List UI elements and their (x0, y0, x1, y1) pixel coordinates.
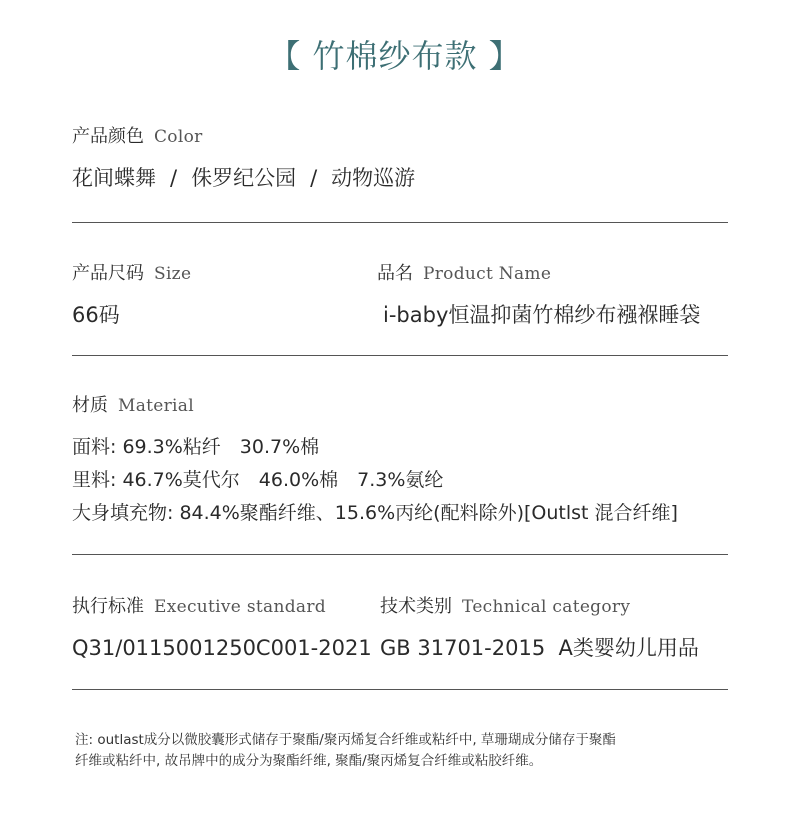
color-label-cn: 产品颜色 (72, 126, 144, 147)
footnote-line-1: 注: outlast成分以微胶囊形式储存于聚酯/聚丙烯复合纤维或粘纤中, 草珊瑚成分储存于聚酯 (75, 732, 616, 748)
product-name-label-en: Product Name (423, 264, 552, 284)
divider (72, 689, 728, 690)
standard-label-cn: 执行标准 (72, 596, 144, 617)
material-line-lining: 里料: 46.7%莫代尔 46.0%棉 7.3%氨纶 (72, 469, 444, 491)
color-label-en: Color (154, 127, 203, 147)
category-label-cn: 技术类别 (380, 596, 452, 617)
category-label-en: Technical category (462, 597, 631, 617)
standard-label-en: Executive standard (154, 597, 326, 617)
divider (72, 355, 728, 356)
material-label-cn: 材质 (72, 395, 108, 416)
material-label (72, 394, 194, 418)
size-label-en: Size (154, 264, 192, 284)
category-label (380, 595, 630, 619)
product-name-label-cn: 品名 (377, 263, 413, 284)
material-line-face: 面料: 69.3%粘纤 30.7%棉 (72, 436, 320, 458)
divider (72, 222, 728, 223)
size-label-cn: 产品尺码 (72, 263, 144, 284)
standard-value: Q31/0115001250C001-2021 (72, 636, 372, 660)
product-name-label (377, 262, 551, 286)
material-label-en: Material (118, 396, 194, 416)
color-separator: / (170, 166, 178, 190)
color-option-3: 动物巡游 (331, 166, 416, 190)
color-separator: / (310, 166, 318, 190)
product-name-value: i-baby恒温抑菌竹棉纱布襁褓睡袋 (383, 303, 701, 327)
size-label (72, 262, 191, 286)
material-line-filling: 大身填充物: 84.4%聚酯纤维、15.6%丙纶(配料除外)[Outlst 混合纤维] (72, 502, 678, 524)
color-option-2: 侏罗纪公园 (191, 166, 297, 190)
footnote-line-2: 纤维或粘纤中, 故吊牌中的成分为聚酯纤维, 聚酯/聚丙烯复合纤维或粘胶纤维。 (75, 753, 543, 769)
color-option-1: 花间蝶舞 (72, 166, 156, 190)
color-options (72, 163, 415, 193)
color-label (72, 125, 203, 149)
size-value: 66码 (72, 303, 120, 327)
category-value: GB 31701-2015 A类婴幼儿用品 (380, 636, 699, 660)
page-title: 【 竹棉纱布款 】 (268, 37, 522, 75)
divider (72, 554, 728, 555)
standard-label (72, 595, 326, 619)
